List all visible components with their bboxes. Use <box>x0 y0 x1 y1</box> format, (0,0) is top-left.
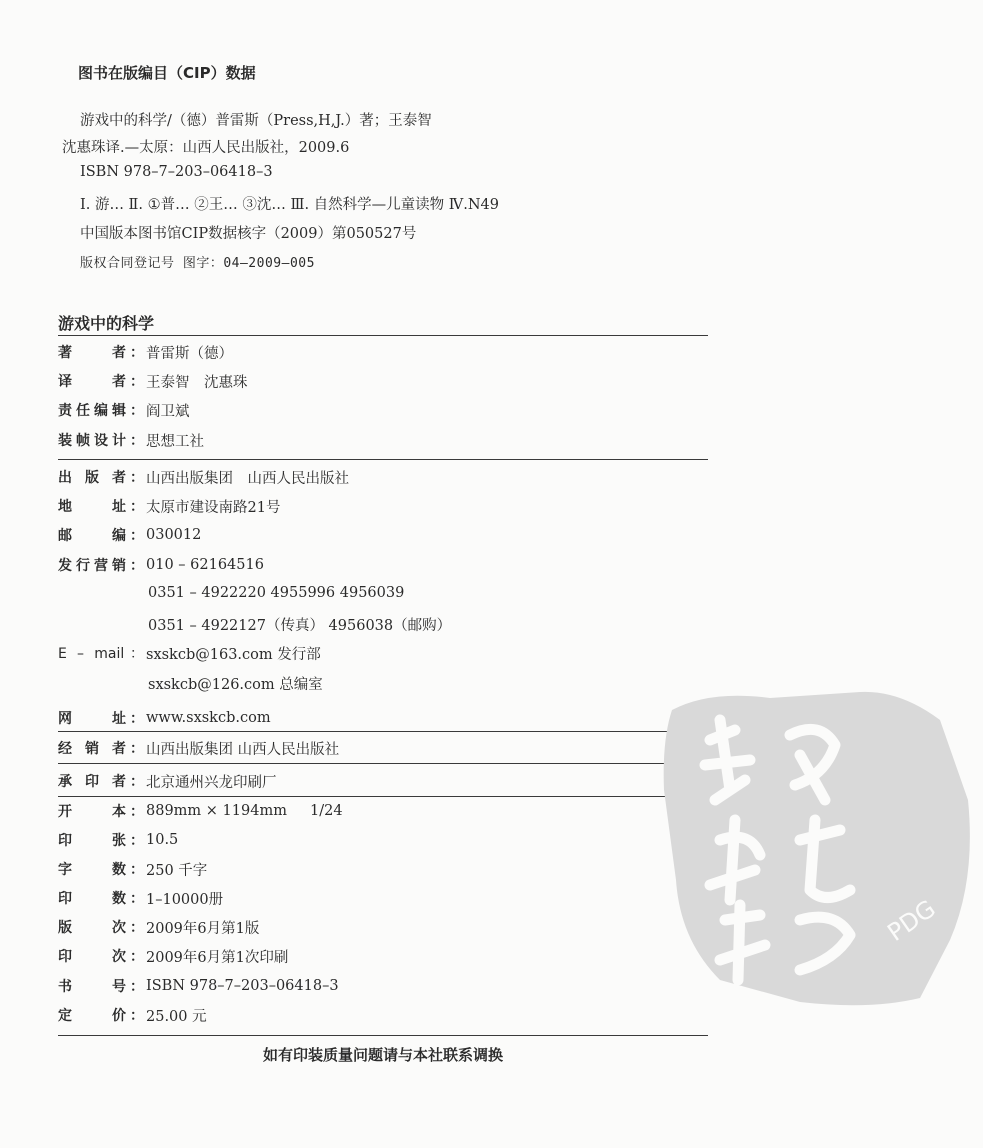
translator-label: 译 者： <box>58 374 144 390</box>
price-row <box>58 1003 207 1027</box>
editor-value: 阎卫斌 <box>146 403 190 420</box>
book-number-value: ISBN 978–7–203–06418–3 <box>146 978 339 994</box>
printer-label: 承 印 者： <box>58 774 144 790</box>
sheets-row <box>58 828 178 852</box>
book-number-label: 书 号： <box>58 979 144 995</box>
publisher-row <box>58 465 349 489</box>
email-label: E – mail： <box>58 646 144 662</box>
cip-isbn: ISBN 978–7–203–06418–3 <box>80 164 273 180</box>
cip-description-line-1: 游戏中的科学/（德）普雷斯（Press,H,J.）著；王泰智 <box>80 113 432 129</box>
address-label: 地 址： <box>58 499 144 515</box>
translator-value: 王泰智 沈惠珠 <box>146 374 248 391</box>
distributor-row <box>58 736 339 760</box>
distributor-label: 经 销 者： <box>58 741 144 757</box>
printer-row <box>58 769 277 793</box>
editor-row <box>58 398 190 422</box>
cip-description-line-2: 沈惠珠译.—太原：山西人民出版社，2009.6 <box>62 140 350 156</box>
author-label: 著 者： <box>58 345 144 361</box>
quality-notice: 如有印装质量问题请与本社联系调换 <box>262 1046 503 1064</box>
book-title: 游戏中的科学 <box>58 314 155 333</box>
sales-phone-2: 0351 – 4922220 4955996 4956039 <box>148 585 405 601</box>
email-value-1: sxskcb@163.com 发行部 <box>146 646 321 663</box>
website-label: 网 址： <box>58 711 144 727</box>
author-row <box>58 340 233 364</box>
print-run-row <box>58 886 223 910</box>
sales-label: 发行营销： <box>58 558 144 574</box>
edition-row <box>58 915 259 939</box>
price-value: 25.00 元 <box>146 1008 207 1025</box>
email-value-2: sxskcb@126.com 总编室 <box>148 677 323 693</box>
postcode-label: 邮 编： <box>58 528 144 544</box>
divider <box>58 763 708 764</box>
print-run-value: 1–10000册 <box>146 891 224 908</box>
postcode-value: 030012 <box>146 527 202 543</box>
words-value: 250 千字 <box>146 862 208 879</box>
website-row <box>58 706 271 730</box>
print-run-label: 印 数： <box>58 891 144 907</box>
divider <box>58 1035 708 1036</box>
design-label: 装帧设计： <box>58 433 144 449</box>
format-label: 开 本： <box>58 804 144 820</box>
address-row <box>58 494 280 518</box>
price-label: 定 价： <box>58 1008 144 1024</box>
impression-label: 印 次： <box>58 949 144 965</box>
impression-row <box>58 944 288 968</box>
edition-value: 2009年6月第1版 <box>146 920 260 937</box>
edition-label: 版 次： <box>58 920 144 936</box>
sales-phone-3: 0351 – 4922127（传真） 4956038（邮购） <box>148 618 452 634</box>
distributor-value: 山西出版集团 山西人民出版社 <box>146 741 340 758</box>
words-row <box>58 857 207 881</box>
seal-pdg-text: PDG <box>882 894 941 947</box>
format-value: 889mm × 1194mm 1/24 <box>146 803 343 819</box>
impression-value: 2009年6月第1次印刷 <box>146 949 289 966</box>
divider <box>58 335 708 336</box>
cip-record-number: 中国版本图书馆CIP数据核字（2009）第050527号 <box>80 226 417 242</box>
copyright-registration: 版权合同登记号 图字：04–2009–005 <box>80 256 315 271</box>
sales-phone-1: 010 – 62164516 <box>146 557 264 573</box>
divider <box>58 459 708 460</box>
cip-classification: Ⅰ. 游… Ⅱ. ①普… ②王… ③沈… Ⅲ. 自然科学—儿童读物 Ⅳ.N49 <box>80 197 499 213</box>
editor-label: 责任编辑： <box>58 403 144 419</box>
address-value: 太原市建设南路21号 <box>146 499 281 516</box>
divider <box>58 731 708 732</box>
sheets-label: 印 张： <box>58 833 144 849</box>
postcode-row <box>58 523 201 547</box>
translator-row <box>58 369 248 393</box>
printer-value: 北京通州兴龙印刷厂 <box>146 774 277 791</box>
website-value: www.sxskcb.com <box>146 710 271 726</box>
design-row <box>58 428 204 452</box>
sales-row <box>58 553 264 577</box>
author-value: 普雷斯（德） <box>146 345 233 362</box>
design-value: 思想工社 <box>146 433 204 450</box>
publisher-value: 山西出版集团 山西人民出版社 <box>146 470 349 487</box>
publisher-label: 出 版 者： <box>58 470 144 486</box>
format-row <box>58 799 343 823</box>
seal-stamp-icon <box>650 680 980 1010</box>
words-label: 字 数： <box>58 862 144 878</box>
email-row <box>58 641 321 665</box>
cip-heading: 图书在版编目（CIP）数据 <box>78 64 256 82</box>
sheets-value: 10.5 <box>146 832 179 848</box>
book-number-row <box>58 974 339 998</box>
divider <box>58 796 708 797</box>
